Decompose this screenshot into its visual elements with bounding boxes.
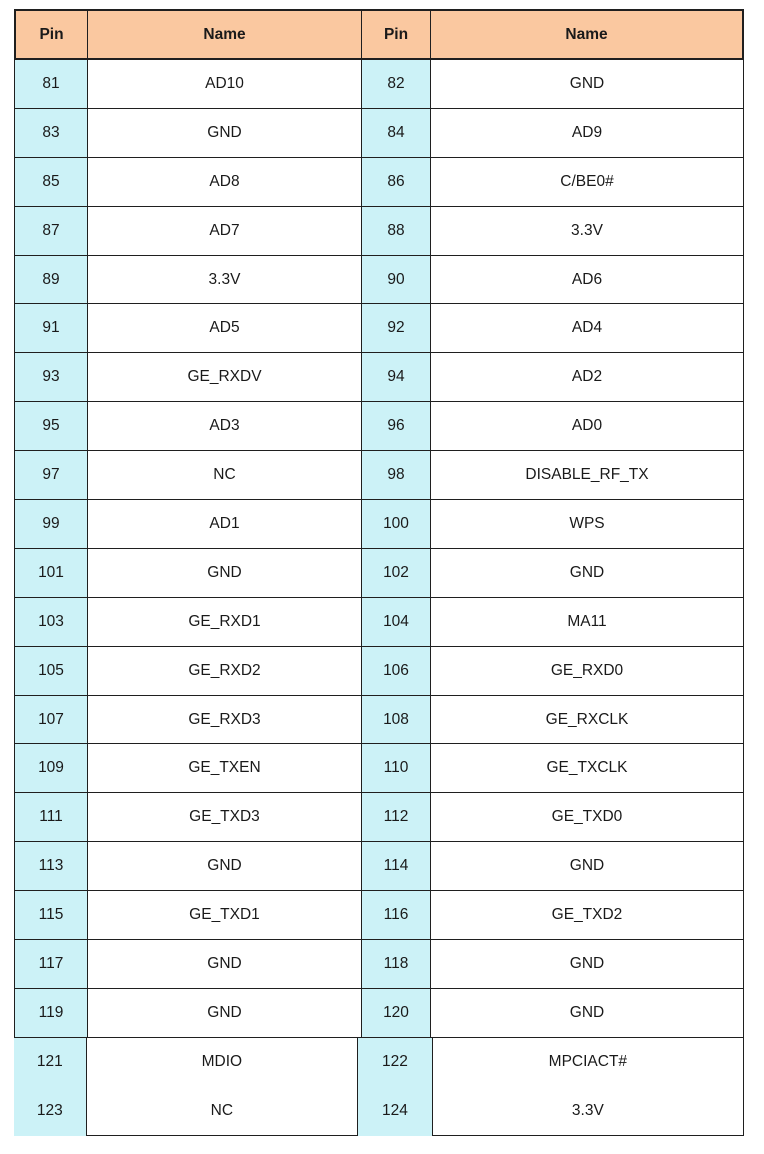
table-row [14,696,744,745]
pin-cell: 87 [14,207,87,256]
table-header-row [14,9,744,60]
table-row [14,256,744,305]
name-cell: MDIO [87,1038,358,1087]
name-cell: GE_RXD0 [430,647,744,696]
name-cell: MA11 [430,598,744,647]
pin-cell: 120 [361,989,430,1038]
pin-table [14,9,744,1136]
name-cell: NC [87,451,361,500]
table-body [14,60,744,1136]
pin-cell: 103 [14,598,87,647]
name-cell: AD0 [430,402,744,451]
name-cell: GND [87,940,361,989]
pin-cell: 88 [361,207,430,256]
name-cell: AD9 [430,109,744,158]
pin-cell: 122 [357,1038,432,1087]
pin-cell: 121 [14,1038,87,1087]
pin-cell: 106 [361,647,430,696]
pin-cell: 105 [14,647,87,696]
pin-cell: 84 [361,109,430,158]
pin-cell: 115 [14,891,87,940]
name-cell: AD5 [87,304,361,353]
pin-cell: 119 [14,989,87,1038]
pin-cell: 85 [14,158,87,207]
table-row [14,1038,744,1087]
name-cell: NC [87,1087,358,1136]
name-cell: GND [430,549,744,598]
pin-cell: 90 [361,256,430,305]
table-row [14,353,744,402]
pin-cell: 117 [14,940,87,989]
pin-cell: 107 [14,696,87,745]
name-cell: AD3 [87,402,361,451]
pin-cell: 81 [14,60,87,109]
pin-cell: 99 [14,500,87,549]
table-row [14,940,744,989]
table-row [14,647,744,696]
name-cell: AD1 [87,500,361,549]
pin-cell: 109 [14,744,87,793]
name-cell: AD10 [87,60,361,109]
table-row [14,1087,744,1136]
name-cell: GE_TXEN [87,744,361,793]
name-cell: GE_TXD2 [430,891,744,940]
table-row [14,793,744,842]
pin-cell: 83 [14,109,87,158]
pin-cell: 96 [361,402,430,451]
name-cell: GE_TXD1 [87,891,361,940]
header-pin-1: Pin [14,9,87,60]
name-cell: GE_TXD0 [430,793,744,842]
name-cell: GND [430,989,744,1038]
pin-cell: 94 [361,353,430,402]
pin-cell: 82 [361,60,430,109]
table-row [14,207,744,256]
pin-cell: 93 [14,353,87,402]
table-row [14,158,744,207]
table-row [14,451,744,500]
name-cell: GE_TXD3 [87,793,361,842]
name-cell: GND [87,109,361,158]
pin-cell: 104 [361,598,430,647]
table-row [14,891,744,940]
name-cell: 3.3V [87,256,361,305]
name-cell: GND [430,842,744,891]
name-cell: GE_RXD1 [87,598,361,647]
name-cell: MPCIACT# [432,1038,744,1087]
pin-cell: 112 [361,793,430,842]
name-cell: GND [87,549,361,598]
table-row [14,60,744,109]
name-cell: GE_TXCLK [430,744,744,793]
header-name-1: Name [87,9,361,60]
pin-cell: 97 [14,451,87,500]
table-row [14,744,744,793]
pin-cell: 118 [361,940,430,989]
pin-cell: 110 [361,744,430,793]
name-cell: 3.3V [430,207,744,256]
header-name-2: Name [430,9,744,60]
name-cell: GE_RXCLK [430,696,744,745]
name-cell: AD4 [430,304,744,353]
name-cell: C/BE0# [430,158,744,207]
table-row [14,598,744,647]
name-cell: GE_RXD3 [87,696,361,745]
pin-cell: 102 [361,549,430,598]
table-row [14,842,744,891]
pin-cell: 92 [361,304,430,353]
name-cell: GE_RXDV [87,353,361,402]
pin-cell: 98 [361,451,430,500]
name-cell: AD2 [430,353,744,402]
pin-cell: 124 [357,1087,432,1136]
pin-cell: 108 [361,696,430,745]
name-cell: GND [430,60,744,109]
pin-cell: 113 [14,842,87,891]
table-row [14,989,744,1038]
pin-cell: 101 [14,549,87,598]
table-row [14,549,744,598]
name-cell: AD7 [87,207,361,256]
pin-cell: 89 [14,256,87,305]
pin-cell: 100 [361,500,430,549]
name-cell: DISABLE_RF_TX [430,451,744,500]
pin-cell: 111 [14,793,87,842]
name-cell: 3.3V [432,1087,744,1136]
table-row [14,402,744,451]
name-cell: GE_RXD2 [87,647,361,696]
pin-cell: 86 [361,158,430,207]
pin-cell: 116 [361,891,430,940]
table-row [14,109,744,158]
name-cell: GND [87,989,361,1038]
name-cell: AD6 [430,256,744,305]
name-cell: GND [430,940,744,989]
table-row [14,304,744,353]
pin-cell: 123 [14,1087,87,1136]
header-pin-2: Pin [361,9,430,60]
name-cell: AD8 [87,158,361,207]
table-row [14,500,744,549]
name-cell: WPS [430,500,744,549]
pin-cell: 91 [14,304,87,353]
name-cell: GND [87,842,361,891]
pin-cell: 95 [14,402,87,451]
pin-cell: 114 [361,842,430,891]
